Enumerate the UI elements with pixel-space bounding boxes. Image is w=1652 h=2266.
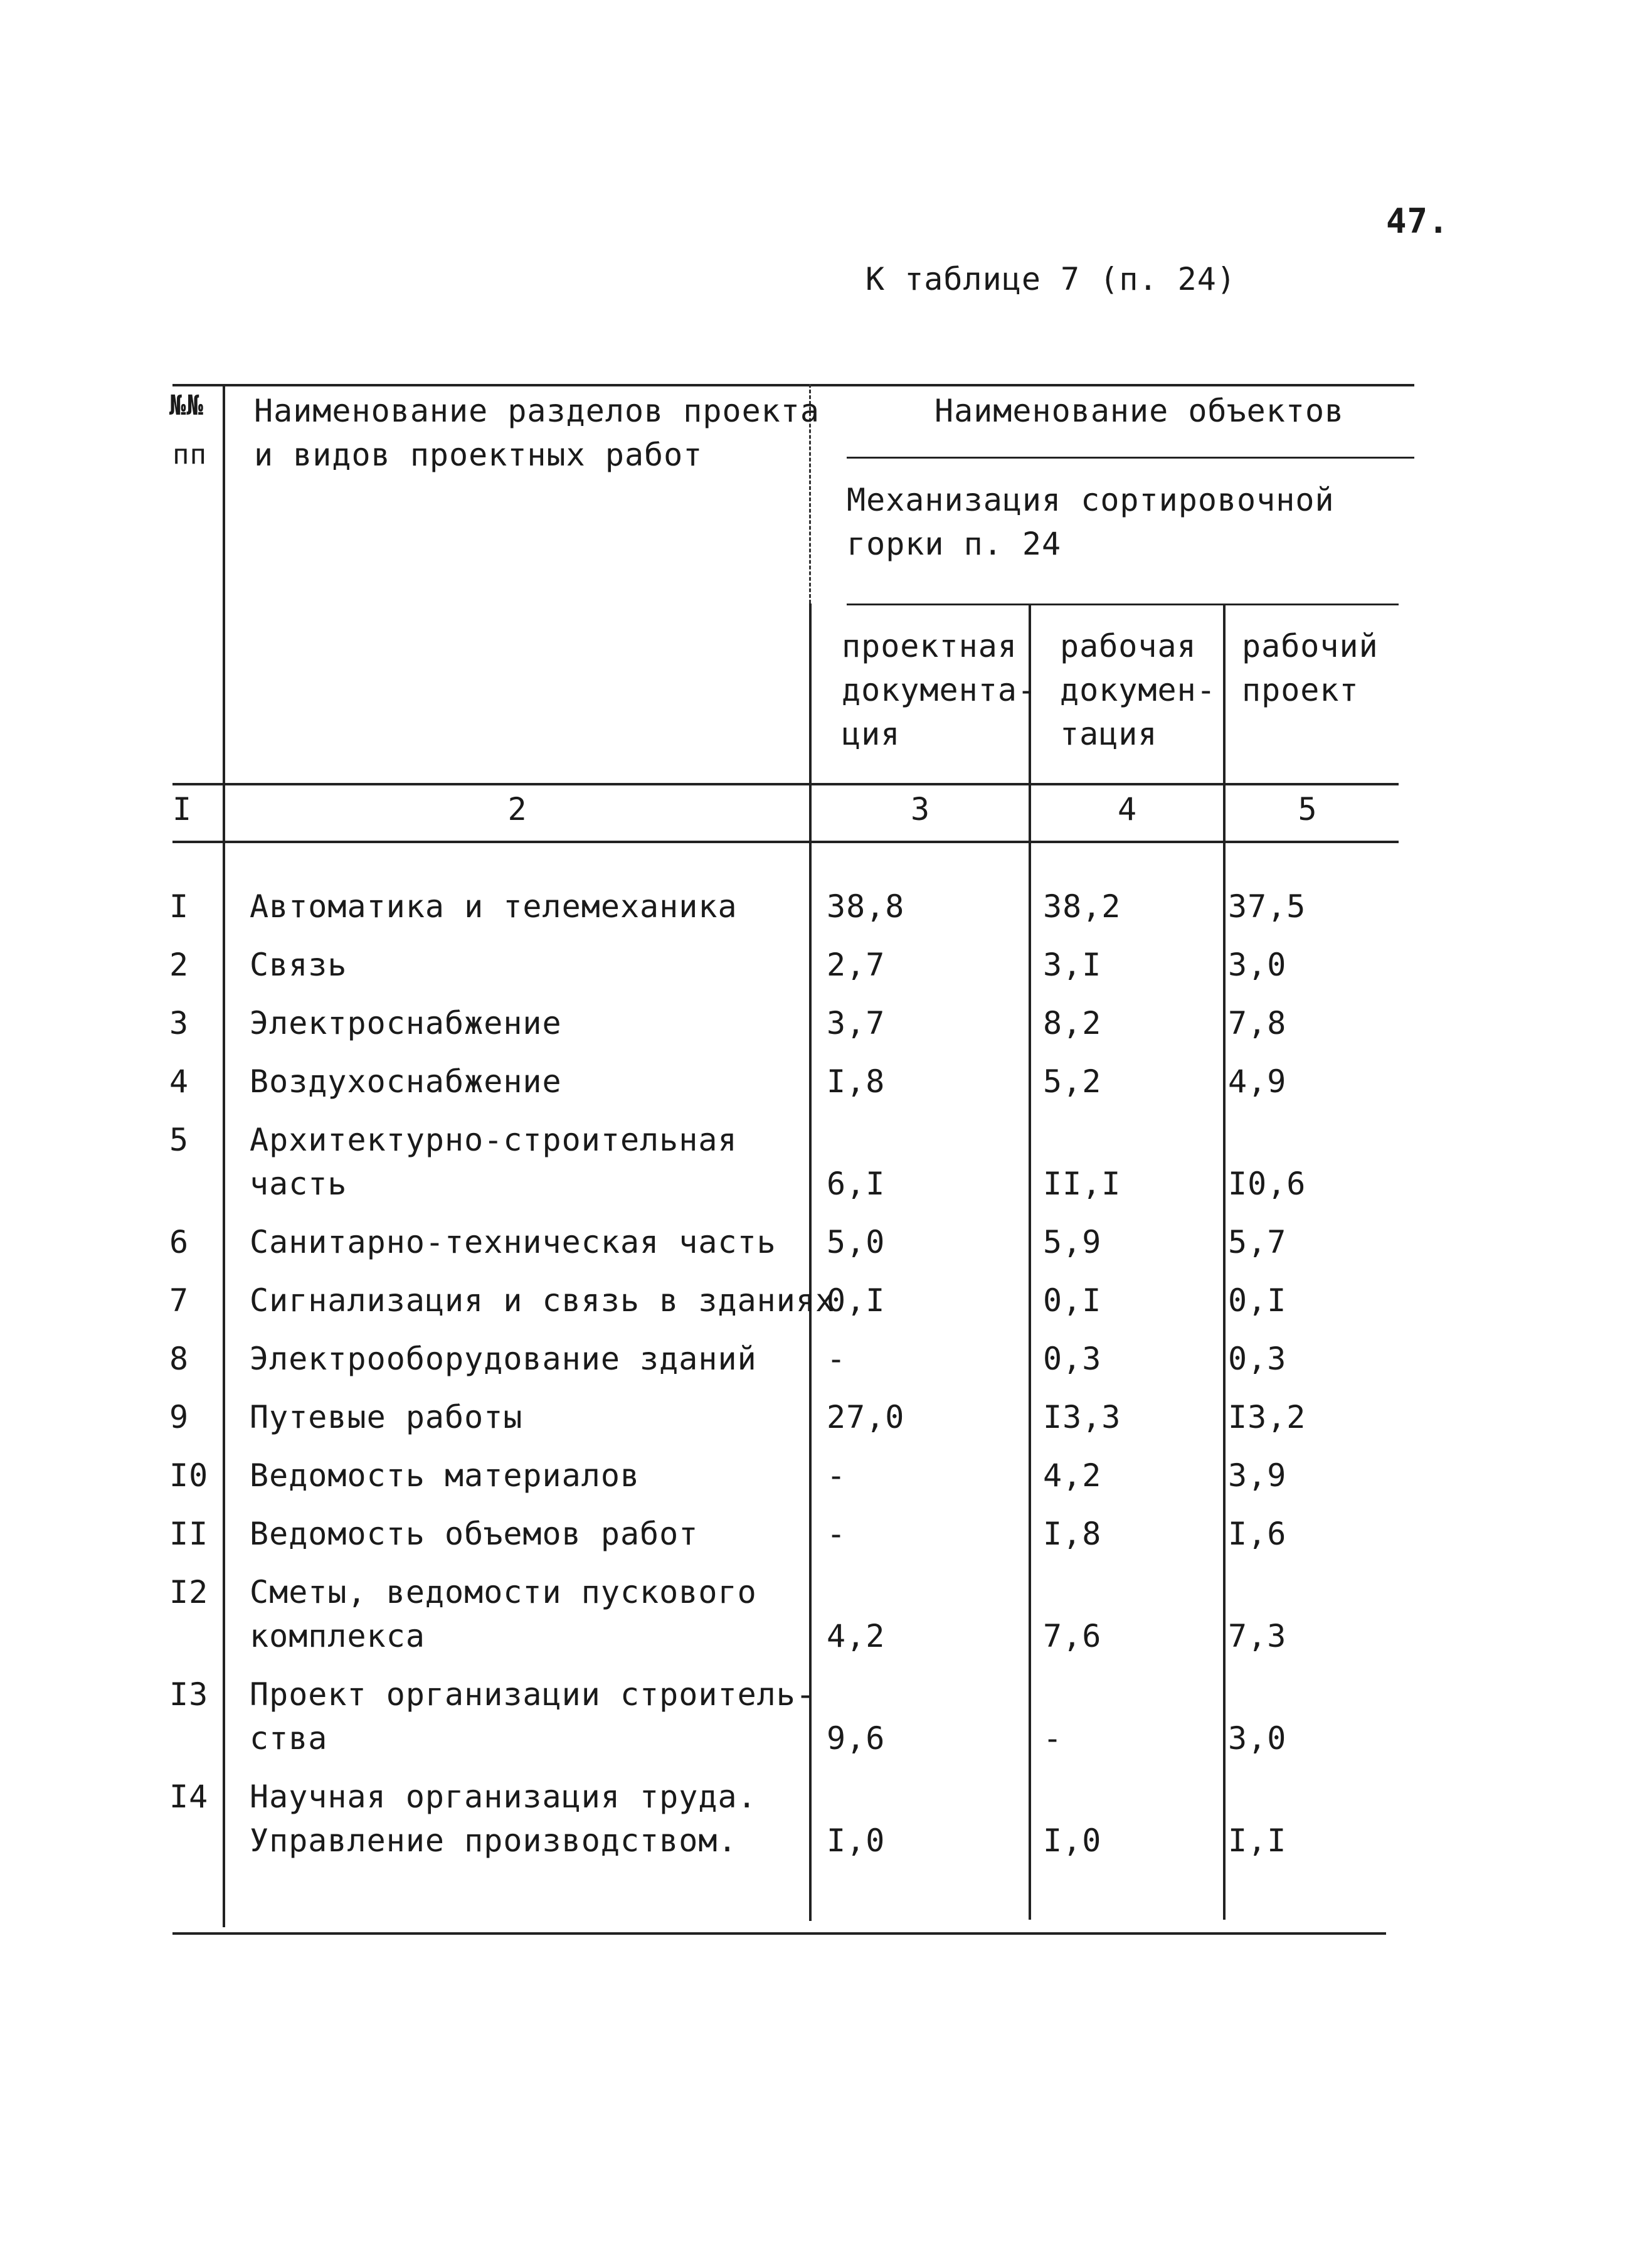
col-separator-1 xyxy=(223,384,225,1927)
row-value-col3: 3,7 xyxy=(827,1005,886,1041)
row-value-col5: I,6 xyxy=(1228,1516,1287,1552)
row-value-col4: 38,2 xyxy=(1043,888,1121,925)
header-bottom-rule xyxy=(172,783,1399,785)
col5-header-line1: рабочий xyxy=(1242,628,1379,664)
row-value-col4: I,0 xyxy=(1043,1822,1102,1859)
row-value-col4: 0,I xyxy=(1043,1282,1102,1319)
row-value-col4: II,I xyxy=(1043,1166,1121,1202)
row-value-col3: I,0 xyxy=(827,1822,886,1859)
row-number: I0 xyxy=(169,1457,209,1494)
row-value-col3: 9,6 xyxy=(827,1720,886,1757)
name-col-header-line1: Наименование разделов проекта xyxy=(254,393,820,429)
row-name-line: Путевые работы xyxy=(250,1399,523,1435)
row-value-col3: - xyxy=(827,1516,847,1552)
table-top-rule xyxy=(172,384,1414,386)
name-col-header-line2: и видов проектных работ xyxy=(254,437,703,473)
subcolumns-rule xyxy=(847,604,1399,605)
row-value-col4: - xyxy=(1043,1720,1063,1757)
object-name-line1: Механизация сортировочной xyxy=(847,482,1335,518)
row-value-col4: 5,2 xyxy=(1043,1063,1102,1100)
row-name-line: часть xyxy=(250,1166,347,1202)
table-bottom-rule xyxy=(172,1932,1386,1935)
col4-header-line2: докумен- xyxy=(1060,672,1216,708)
row-value-col3: 38,8 xyxy=(827,888,905,925)
row-name-line: Ведомость материалов xyxy=(250,1457,640,1494)
objects-title-rule xyxy=(847,457,1414,459)
num-col-header-line1: №№ xyxy=(169,390,204,422)
row-number: 5 xyxy=(169,1122,189,1158)
row-name-line: комплекса xyxy=(250,1618,425,1654)
row-value-col5: 5,7 xyxy=(1228,1224,1287,1260)
row-value-col5: 0,3 xyxy=(1228,1341,1287,1377)
row-name-line: Связь xyxy=(250,947,347,983)
col4-header-line1: рабочая xyxy=(1060,628,1197,664)
num-col-header-line2: пп xyxy=(172,439,207,471)
row-number: 9 xyxy=(169,1399,189,1435)
row-value-col3: 4,2 xyxy=(827,1618,886,1654)
col5-header-line2: проект xyxy=(1242,672,1359,708)
row-value-col4: 5,9 xyxy=(1043,1224,1102,1260)
row-number: I xyxy=(169,888,189,925)
col-number-2: 2 xyxy=(507,791,527,827)
row-name-line: Управление производством. xyxy=(250,1822,738,1859)
row-value-col3: - xyxy=(827,1341,847,1377)
row-value-col3: I,8 xyxy=(827,1063,886,1100)
row-number: 3 xyxy=(169,1005,189,1041)
row-value-col3: 2,7 xyxy=(827,947,886,983)
row-value-col5: I3,2 xyxy=(1228,1399,1306,1435)
row-number: I3 xyxy=(169,1676,209,1713)
row-name-line: Электроснабжение xyxy=(250,1005,562,1041)
row-value-col5: 3,0 xyxy=(1228,1720,1287,1757)
row-number: 4 xyxy=(169,1063,189,1100)
col-number-3: 3 xyxy=(910,791,931,827)
row-name-line: Проект организации строитель- xyxy=(250,1676,815,1713)
objects-title: Наименование объектов xyxy=(935,393,1345,429)
row-number: I4 xyxy=(169,1779,209,1815)
row-number: 6 xyxy=(169,1224,189,1260)
row-name-line: Автоматика и телемеханика xyxy=(250,888,738,925)
row-value-col5: 7,8 xyxy=(1228,1005,1287,1041)
page-number: 47. xyxy=(1386,201,1449,241)
row-name-line: Ведомость объемов работ xyxy=(250,1516,699,1552)
row-number: 8 xyxy=(169,1341,189,1377)
row-value-col5: 7,3 xyxy=(1228,1618,1287,1654)
row-value-col3: 5,0 xyxy=(827,1224,886,1260)
col-separator-2 xyxy=(809,604,812,1921)
row-value-col4: 0,3 xyxy=(1043,1341,1102,1377)
row-value-col5: 37,5 xyxy=(1228,888,1306,925)
row-name-line: Сметы, ведомости пускового xyxy=(250,1574,757,1610)
row-value-col4: 7,6 xyxy=(1043,1618,1102,1654)
row-value-col5: 3,0 xyxy=(1228,947,1287,983)
row-name-line: Электрооборудование зданий xyxy=(250,1341,757,1377)
row-value-col4: 4,2 xyxy=(1043,1457,1102,1494)
col-numbers-rule xyxy=(172,841,1399,843)
row-value-col3: - xyxy=(827,1457,847,1494)
row-value-col5: 3,9 xyxy=(1228,1457,1287,1494)
row-value-col5: I,I xyxy=(1228,1822,1287,1859)
row-value-col3: 27,0 xyxy=(827,1399,905,1435)
row-number: I2 xyxy=(169,1574,209,1610)
row-name-line: Сигнализация и связь в зданиях xyxy=(250,1282,835,1319)
row-name-line: Научная организация труда. xyxy=(250,1779,757,1815)
col3-header-line3: ция xyxy=(842,716,901,752)
col-separator-4 xyxy=(1223,605,1226,1920)
col-number-5: 5 xyxy=(1298,791,1318,827)
object-name-line2: горки п. 24 xyxy=(847,526,1062,562)
row-value-col4: I3,3 xyxy=(1043,1399,1121,1435)
col-separator-3 xyxy=(1029,605,1031,1920)
row-value-col3: 0,I xyxy=(827,1282,886,1319)
row-name-line: ства xyxy=(250,1720,328,1757)
row-name-line: Воздухоснабжение xyxy=(250,1063,562,1100)
row-value-col5: I0,6 xyxy=(1228,1166,1306,1202)
col4-header-line3: тация xyxy=(1060,716,1158,752)
col3-header-line2: документа- xyxy=(842,672,1037,708)
row-value-col5: 4,9 xyxy=(1228,1063,1287,1100)
row-value-col4: I,8 xyxy=(1043,1516,1102,1552)
row-name-line: Санитарно-техническая часть xyxy=(250,1224,776,1260)
row-value-col4: 8,2 xyxy=(1043,1005,1102,1041)
row-name-line: Архитектурно-строительная xyxy=(250,1122,738,1158)
row-number: 7 xyxy=(169,1282,189,1319)
row-number: II xyxy=(169,1516,209,1552)
col-number-4: 4 xyxy=(1117,791,1138,827)
row-value-col4: 3,I xyxy=(1043,947,1102,983)
row-value-col3: 6,I xyxy=(827,1166,886,1202)
row-value-col5: 0,I xyxy=(1228,1282,1287,1319)
table-caption: К таблице 7 (п. 24) xyxy=(866,261,1236,297)
col3-header-line1: проектная xyxy=(842,628,1017,664)
col-number-1: I xyxy=(172,791,193,827)
row-number: 2 xyxy=(169,947,189,983)
